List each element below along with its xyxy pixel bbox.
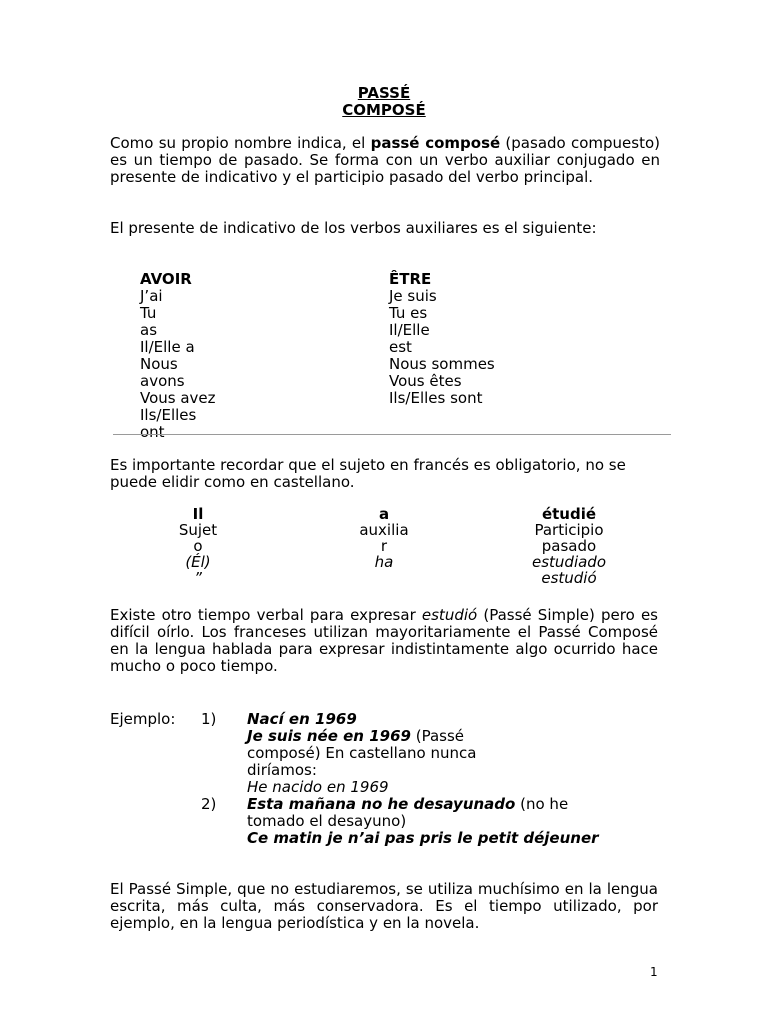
intro-paragraph: Como su propio nombre indica, el passé composé (pasado compuesto) es un tiempo de pasado. Se forma con un verbo auxiliar conjugado en presente de indicativo y el participio pasado del verbo principal. <box>110 134 660 186</box>
etre-line: Nous sommes <box>389 355 495 373</box>
etre-heading: ÊTRE <box>389 270 432 288</box>
page-number: 1 <box>650 965 658 979</box>
avoir-line: J’ai <box>140 287 163 305</box>
example-number-1: 1) <box>201 710 217 728</box>
example-1-alternative: He nacido en 1969 <box>247 778 389 796</box>
page-title-line1: PASSÉ <box>357 84 411 102</box>
example-2: Esta mañana no he desayunado (no he tomado el desayuno) Ce matin je n’ai pas pris le petit déjeuner <box>247 796 677 847</box>
avoir-heading: AVOIR <box>140 270 192 288</box>
etre-line: Je suis <box>389 287 437 305</box>
example-col-participle: étudié Participio pasado estudiado estudió <box>531 505 606 587</box>
passe-simple-paragraph: Existe otro tiempo verbal para expresar estudió (Passé Simple) pero es difícil oírlo. Los franceses utilizan mayoritariamente el Passé Composé en la lengua hablada para expresar indistintamente algo ocurrido hace mucho o poco tiempo. <box>110 606 658 675</box>
page-title-line2: COMPOSÉ <box>342 101 426 119</box>
example-1-french: Je suis née en 1969 <box>247 727 411 745</box>
example-col-subject: Il Sujet o (Él) ” <box>178 505 218 587</box>
avoir-line: Il/Elle a <box>140 338 195 356</box>
etre-column <box>389 271 549 407</box>
avoir-line: ont <box>140 423 165 441</box>
etre-line: Tu es <box>389 304 428 322</box>
subject-note: Es importante recordar que el sujeto en francés es obligatorio, no se puede elidir como en castellano. <box>110 456 626 491</box>
avoir-line: Ils/Elles <box>140 406 197 424</box>
avoir-column <box>140 271 260 441</box>
table-divider <box>113 434 671 435</box>
avoir-line: Vous avez <box>140 389 216 407</box>
avoir-line: Tu <box>140 304 157 322</box>
example-col-auxiliary: a auxilia r ha <box>359 505 409 571</box>
closing-paragraph: El Passé Simple, que no estudiaremos, se utiliza muchísimo en la lengua escrita, más culta, más conservadora. Es el tiempo utilizado, por ejemplo, en la lengua periodística y en la novela. <box>110 880 658 932</box>
avoir-line: Nous <box>140 355 178 373</box>
intro-bold-term: passé composé <box>370 134 501 152</box>
example-2-french: Ce matin je n’ai pas pris le petit déjeuner <box>247 829 599 847</box>
etre-line: Vous êtes <box>389 372 462 390</box>
example-1-spanish: Nací en 1969 <box>247 710 357 728</box>
avoir-line: as <box>140 321 158 339</box>
example-1: Nací en 1969 Je suis née en 1969 (Passé composé) En castellano nunca diríamos: He nacido en 1969 <box>247 711 667 796</box>
avoir-line: avons <box>140 372 185 390</box>
etre-line: Ils/Elles sont <box>389 389 483 407</box>
auxiliary-intro: El presente de indicativo de los verbos auxiliares es el siguiente: <box>110 219 597 237</box>
example-2-spanish: Esta mañana no he desayunado <box>247 795 516 813</box>
example-label: Ejemplo: <box>110 710 176 728</box>
etre-line: est <box>389 338 412 356</box>
example-number-2: 2) <box>201 795 217 813</box>
etre-line: Il/Elle <box>389 321 430 339</box>
